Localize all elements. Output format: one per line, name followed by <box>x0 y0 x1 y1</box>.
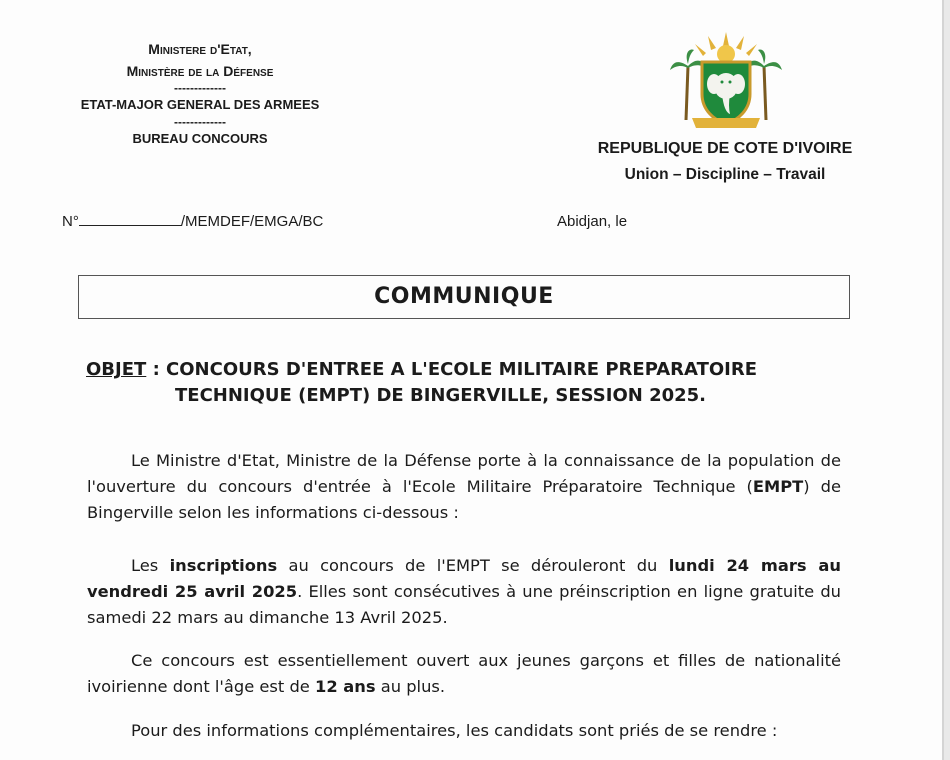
place-and-date: Abidjan, le <box>557 213 628 230</box>
paragraph-text: Les <box>131 556 170 575</box>
subject-separator: : <box>146 359 167 380</box>
paragraph-emphasis: 12 ans <box>314 677 376 696</box>
republic-block <box>560 136 890 188</box>
paragraph-emphasis: EMPT <box>752 477 804 496</box>
paragraph-text: au plus. <box>375 677 446 696</box>
paragraph-eligibility <box>87 648 841 700</box>
subject-line <box>86 357 856 409</box>
national-motto: Union – Discipline – Travail <box>624 166 826 183</box>
republic-name: REPUBLIQUE DE COTE D'IVOIRE <box>597 140 853 157</box>
paragraph-registration-dates <box>87 553 841 631</box>
document-title: COMMUNIQUE <box>78 275 850 319</box>
separator: ------------- <box>174 115 226 129</box>
ministry-line-1: Ministere d'Etat, <box>148 41 252 57</box>
general-staff-line: ETAT-MAJOR GENERAL DES ARMEES <box>80 97 320 112</box>
paragraph-text: ) de Bingerville selon les informations ci-dessous : <box>87 477 841 522</box>
paragraph-further-information <box>87 718 841 744</box>
paragraph-emphasis: inscriptions <box>169 556 278 575</box>
subject-text-line-1: CONCOURS D'ENTREE A L'ECOLE MILITAIRE PREPARATOIRE <box>166 359 758 380</box>
reference-suffix: /MEMDEF/EMGA/BC <box>180 213 324 230</box>
ivory-coast-coat-of-arms-icon <box>668 28 784 132</box>
issuing-authority-block <box>40 38 360 150</box>
reference-number <box>62 213 323 230</box>
subject-text-line-2: TECHNIQUE (EMPT) DE BINGERVILLE, SESSION 2025. <box>175 385 707 406</box>
paragraph-text: Pour des informations complémentaires, les candidats sont priés de se rendre : <box>131 721 778 740</box>
reference-blank <box>79 213 181 226</box>
bureau-line: BUREAU CONCOURS <box>132 131 268 146</box>
paragraph-text: . Elles sont consécutives à une préinscription en ligne gratuite du samedi 22 mars au dimanche 13 Avril 2025. <box>87 582 842 627</box>
paragraph-text: au concours de l'EMPT se dérouleront du <box>277 556 669 575</box>
paragraph-announcement <box>87 448 841 526</box>
paragraph-emphasis: lundi 24 mars au vendredi 25 avril 2025 <box>87 556 841 601</box>
reference-prefix: N° <box>62 213 79 230</box>
paragraph-text: Le Ministre d'Etat, Ministre de la Défense porte à la connaissance de la population de l'ouverture du concours d'entrée à l'Ecole Militaire Préparatoire Technique ( <box>87 451 841 496</box>
separator: ------------- <box>174 81 226 95</box>
ministry-line-2: Ministère de la Défense <box>126 63 274 79</box>
paragraph-text: Ce concours est essentiellement ouvert aux jeunes garçons et filles de nationalité ivoirienne dont l'âge est de <box>87 651 841 696</box>
subject-label: OBJET <box>86 359 147 380</box>
